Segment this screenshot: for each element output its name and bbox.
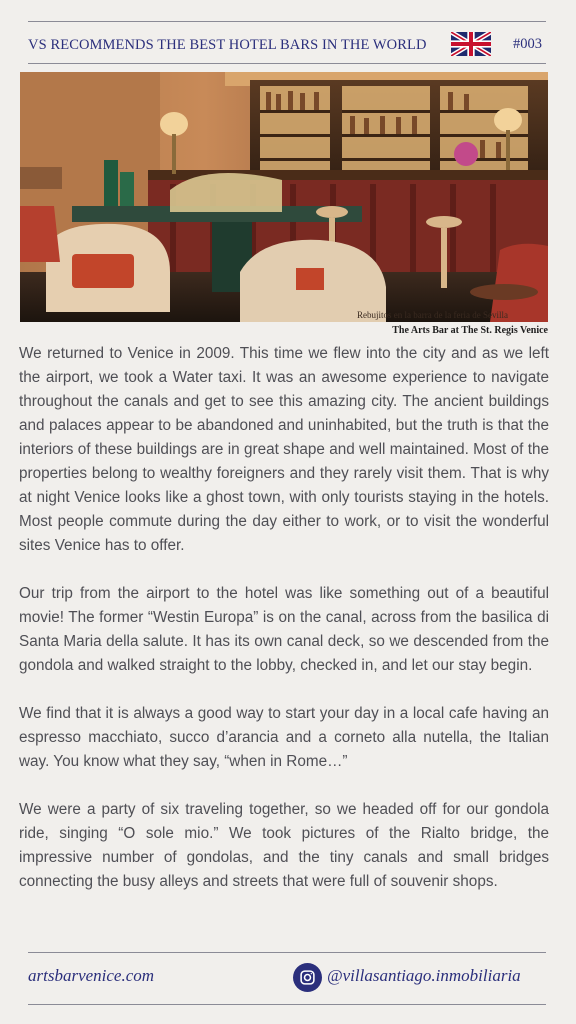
footer-top-divider (28, 952, 546, 953)
header-title: VS RECOMMENDS THE BEST HOTEL BARS IN THE WORLD (28, 36, 427, 53)
photo-caption: The Arts Bar at The St. Regis Venice (392, 325, 548, 336)
instagram-icon[interactable] (293, 963, 322, 992)
website-link[interactable]: artsbarvenice.com (28, 966, 155, 985)
header-divider (28, 63, 546, 64)
article-paragraph: We were a party of six traveling together, so we headed off for our gondola ride, singing “O sole mio.” We took pictures of the Rialto bridge, the impressive number of gondolas, and the tiny canals and small bridges connecting the busy alleys and streets that were full of souvenir shops. (19, 801, 549, 890)
top-divider (28, 21, 546, 22)
footer-bottom-divider (28, 1004, 546, 1005)
instagram-handle-link[interactable]: @villasantiago.inmobiliaria (327, 966, 521, 985)
photo-overlay-text: Rebujitos en la barra de la feria de Sevilla (357, 310, 508, 320)
uk-flag-icon (451, 32, 491, 56)
hotel-bar-photo (20, 72, 548, 322)
header (28, 28, 546, 62)
issue-number: #003 (513, 36, 542, 52)
article-paragraph: We returned to Venice in 2009. This time we flew into the city and as we left the airport, we took a Water taxi. It was an awesome experience to navigate throughout the canals and get to see this amazing city. The ancient buildings and palaces appear to be abandoned and uninhabited, but the truth is that the interiors of these buildings are in great shape and well maintained. Most of the properties belong to wealthy foreigners and they rarely visit them. That is why at night Venice looks like a ghost town, with only tourists staying in the hotels. Most people commute during the day either to work, or to visit the wonderful sites Venice has to offer. (19, 345, 549, 554)
article-paragraph: Our trip from the airport to the hotel was like something out of a beautiful movie! The former “Westin Europa” is on the canal, across from the basilica di Santa Maria della salute. It has its own canal deck, so we descended from the gondola and walked straight to the lobby, checked in, and let our stay begin. (19, 585, 549, 674)
article-paragraph: We find that it is always a good way to start your day in a local cafe having an espresso macchiato, succo d’arancia and a corneto alla nutella, the Italian way. You know what they say, “when in Rome…” (19, 705, 549, 770)
article-body (19, 342, 549, 894)
